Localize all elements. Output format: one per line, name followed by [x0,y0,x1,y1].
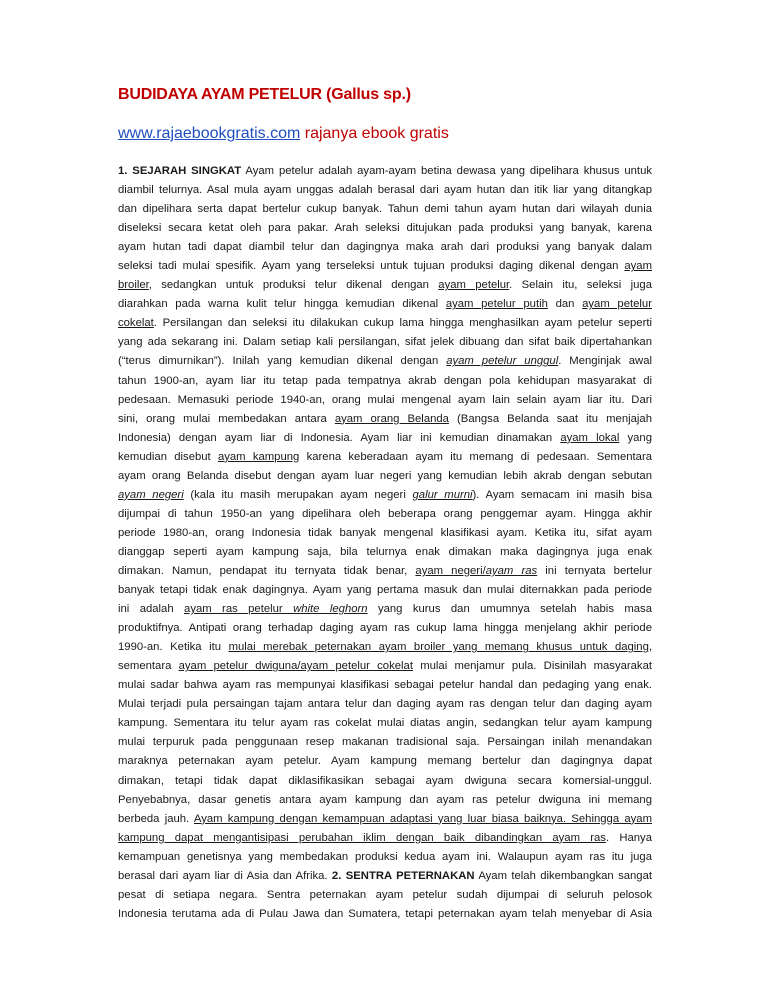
text-line [118,676,652,695]
text-segment: diseleksi secara ketat oleh para pakar. Arah seleksi ditujukan pada produksi yang banyak, karena [118,222,652,235]
text-segment: diambil telurnya. Asal mula ayam unggas adalah berasal dari ayam hutan dan itik liar yang ditangkap [118,184,652,197]
text-line [118,238,652,257]
underlined-phrase: cokelat [118,317,154,330]
document-subtitle [118,125,449,143]
underlined-phrase: kampung dapat mengantisipasi perubahan iklim dengan baik dibandingkan ayam ras [118,831,606,844]
text-line [118,562,652,581]
text-segment: Ayam telah dikembangkan sangat [474,869,653,882]
text-segment: kemampuan genetisnya yang membedakan produksi kedua ayam ini. Walaupun ayam ras itu juga [118,850,652,863]
text-segment: dianggap seperti ayam kampung saja, bila telurnya enak dimakan maka dagingnya juga enak [118,545,652,558]
text-line [118,505,652,524]
text-segment: yang ada sekarang ini. Dalam setiap kali persilangan, sifat jelek dibuang dan sifat baik dipertahankan [118,336,652,349]
text-line [118,619,652,638]
text-segment: . Selain itu, seleksi juga [509,279,652,292]
text-segment: dimakan. Namun, pendapat itu ternyata tidak benar, [118,564,416,577]
underlined-phrase: ayam [624,260,652,273]
text-line [118,714,652,733]
text-segment: ayam orang Belanda disebut dengan ayam luar negeri yang kemudian lebih akrab dengan sebutan [118,469,652,482]
underlined-phrase: ayam kampung [217,450,300,463]
underlined-phrase: ayam negeri [118,488,184,501]
text-segment: mulai terpuruk pada penggunaan resep makanan tradisional saja. Persaingan inilah menandakan [118,736,652,749]
text-segment: tahun 1900-an, ayam liar itu tetap pada tempatnya akrab dengan pola kehidupan masyarakat di [118,374,652,387]
text-segment: dan dipelihara serta dapat bertelur cukup banyak. Tahun demi tahun ayam hutan dari wilayah dunia [118,203,652,216]
text-segment: dan [547,298,583,311]
text-line [118,429,652,448]
underlined-phrase: ayam petelur putih [445,298,548,311]
body-text [118,162,652,924]
text-line [118,543,652,562]
text-segment: Penyebabnya, dasar genetis antara ayam kampung dan ayam ras petelur dwiguna ini memang [118,793,652,806]
underlined-phrase: ayam ras petelur [184,603,294,616]
text-segment: Indonesia terutama ada di Pulau Jawa dan Sumatera, tetapi peternakan ayam telah menyebar di Asia [118,907,652,920]
document-title: BUDIDAYA AYAM PETELUR (Gallus sp.) [118,86,411,103]
text-line [118,752,652,771]
text-segment: 1990-an. Ketika itu [118,641,229,654]
text-segment: sini, orang mulai membedakan antara [118,412,335,425]
underlined-phrase: ayam ras [485,564,538,577]
text-line [118,333,652,352]
text-segment: periode 1980-an, orang Indonesia tidak banyak mengenal klasifikasi ayam. Ketika itu, sifat ayam [118,526,652,539]
text-line [118,524,652,543]
text-line [118,791,652,810]
text-segment: pedesaan. Memasuki periode 1940-an, orang mulai mengenal ayam lain selain ayam liar itu. Dari [118,393,652,406]
text-segment: dijumpai di tahun 1950-an yang dipelihara oleh beberapa orang penggemar ayam. Hingga akhir [118,507,652,520]
text-segment: ayam hutan tadi dapat diambil telur dan dagingnya maka arah dari produksi yang banyak dalam [118,241,652,254]
text-segment: Ayam petelur adalah ayam-ayam betina dewasa yang dipelihara khusus untuk [241,165,653,177]
underlined-phrase: ayam lokal [560,431,620,444]
text-line [118,600,652,619]
underlined-phrase: ayam petelur dwiguna/ayam petelur cokelat [178,660,413,673]
text-segment: seleksi tadi mulai spesifik. Ayam yang terseleksi untuk tujuan produksi daging dikenal dengan [118,260,625,273]
text-line [118,181,652,200]
text-segment: , sedangkan untuk produksi telur dikenal dengan [148,279,439,292]
text-segment: ini ternyata bertelur [537,564,652,577]
text-line [118,810,652,829]
underlined-phrase: mulai merebak peternakan ayam broiler yang memang khusus untuk daging [228,641,649,654]
text-segment: . Hanya [605,831,652,844]
text-line [118,372,652,391]
underlined-phrase: ayam petelur unggul [446,355,559,368]
text-segment: berasal dari ayam liar di Asia dan Afrika. [118,869,332,882]
text-segment: berbeda jauh. [118,812,194,825]
text-line [118,162,652,181]
underlined-phrase: ayam petelur [438,279,510,292]
text-line [118,886,652,905]
text-segment: produktifnya. Antipati orang terhadap daging ayam ras cukup lama hingga menjelang akhir periode [118,622,652,635]
text-line [118,467,652,486]
text-segment: sementara [118,660,179,673]
text-segment: karena keberadaan ayam itu memang di pedesaan. Sementara [299,450,652,463]
underlined-phrase: ayam negeri/ [415,564,486,577]
text-line [118,905,652,924]
text-line [118,200,652,219]
text-segment: yang kurus dan umumnya setelah habis masa [367,603,652,616]
underlined-phrase: white leghorn [293,603,368,616]
text-line [118,867,652,886]
section-heading: 2. SENTRA PETERNAKAN [331,869,475,882]
text-line [118,257,652,276]
text-line [118,314,652,333]
text-line [118,581,652,600]
text-segment: yang [619,431,653,444]
underlined-phrase: ayam orang Belanda [334,412,449,425]
text-segment: (“terus dimurnikan”). Inilah yang kemudian dikenal dengan [118,355,447,368]
text-segment: Indonesia) dengan ayam liar di Indonesia. Ayam liar ini kemudian dinamakan [118,431,561,444]
underlined-phrase: ayam petelur [582,298,652,311]
website-link[interactable]: www.rajaebookgratis.com [118,125,301,142]
text-segment: mulai sadar bahwa ayam ras mempunyai klasifikasi sebagai petelur handal dan pedaging yang enak. [118,679,652,692]
text-line [118,391,652,410]
underlined-phrase: Ayam kampung dengan kemampuan adaptasi yang luar biasa baiknya. Sehingga ayam [193,812,652,825]
text-line [118,829,652,848]
text-segment: Mulai terjadi pula persaingan tajam antara telur dan daging ayam ras dengan telur dan daging ayam [118,698,652,711]
text-line [118,848,652,867]
text-segment: dimakan, tetapi tidak dapat diklasifikasikan sebagai ayam dwiguna secara komersial-unggul. [118,774,652,787]
text-line [118,219,652,238]
section-heading: 1. SEJARAH SINGKAT [118,165,242,177]
text-line [118,276,652,295]
text-segment: pesat di setiapa negara. Sentra peternakan ayam petelur sudah dijumpai di seluruh pelosok [118,888,652,901]
text-line [118,295,652,314]
text-line [118,657,652,676]
subtitle-tagline: rajanya ebook gratis [300,125,449,142]
text-line [118,448,652,467]
text-segment: . Menginjak awal [558,355,652,368]
text-line [118,410,652,429]
text-segment: kampung. Sementara itu telur ayam ras cokelat mulai diatas angin, sedangkan telur ayam kampung [118,717,652,730]
text-segment: (kala itu masih merupakan ayam negeri [183,488,413,501]
text-segment: , [648,641,653,654]
text-segment: diarahkan pada warna kulit telur hingga kemudian dikenal [118,298,446,311]
text-segment: mulai menjamur pula. Disinilah masyarakat [412,660,652,673]
text-segment: (Bangsa Belanda saat itu menjajah [448,412,652,425]
underlined-phrase: galur murni [412,488,473,501]
text-line [118,352,652,371]
text-line [118,638,652,657]
text-segment: kemudian disebut [118,450,218,463]
text-segment: maraknya peternakan ayam petelur. Ayam kampung memang bertelur dan dagingnya dapat [118,755,652,768]
text-line [118,733,652,752]
text-line [118,695,652,714]
text-line [118,772,652,791]
text-segment: . Persilangan dan seleksi itu dilakukan cukup lama hingga menghasilkan ayam petelur seperti [153,317,652,330]
text-segment: ). Ayam semacam ini masih bisa [472,488,652,501]
text-line [118,486,652,505]
underlined-phrase: broiler [118,279,149,292]
text-segment: banyak tetapi tidak enak dagingnya. Ayam yang pertama masuk dan mulai diternakkan pada periode [118,584,652,597]
text-segment: ini adalah [118,603,185,616]
